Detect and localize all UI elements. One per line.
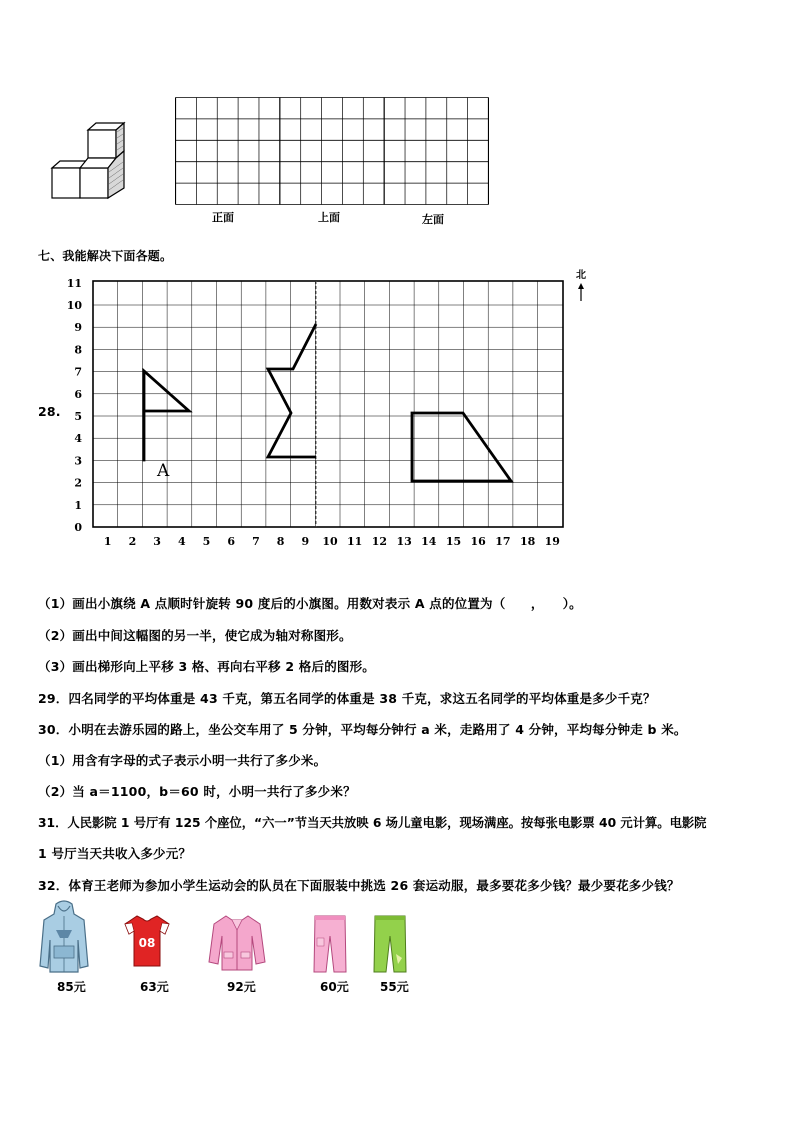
flag-shape bbox=[144, 371, 189, 460]
svg-text:08: 08 bbox=[138, 936, 156, 950]
question-31-line2: 1 号厅当天共收入多少元？ bbox=[38, 846, 192, 861]
q30-sub2: （2）当 a＝1100，b＝60 时，小明一共行了多少米？ bbox=[38, 784, 356, 799]
y-tick-label: 4 bbox=[74, 432, 82, 446]
y-tick-label: 7 bbox=[74, 365, 82, 379]
view-grid bbox=[175, 97, 489, 205]
x-tick-label: 11 bbox=[347, 535, 363, 548]
x-tick-label: 10 bbox=[322, 535, 338, 548]
point-a-label: A bbox=[157, 461, 170, 481]
x-tick-label: 3 bbox=[153, 535, 161, 548]
north-indicator bbox=[571, 270, 591, 301]
y-tick-label: 6 bbox=[74, 387, 82, 401]
question-31-line1: 31．人民影院 1 号厅有 125 个座位，“六一”节当天共放映 6 场儿童电影，现场满座。按每张电影票 40 元计算。电影院 bbox=[38, 816, 707, 830]
pink-pants-image bbox=[312, 914, 348, 974]
x-tick-label: 2 bbox=[128, 535, 137, 548]
hoodie-price: 85元 bbox=[57, 980, 86, 994]
y-tick-label: 2 bbox=[74, 476, 82, 490]
y-tick-label: 3 bbox=[74, 454, 82, 468]
trapezoid-shape bbox=[412, 413, 511, 481]
q28-sub3: （3）画出梯形向上平移 3 格、再向右平移 2 格后的图形。 bbox=[38, 659, 376, 674]
cube-figure bbox=[50, 120, 130, 202]
x-tick-label: 16 bbox=[470, 535, 486, 548]
y-tick-label: 8 bbox=[74, 343, 82, 357]
tshirt-price: 63元 bbox=[140, 980, 169, 994]
x-tick-label: 1 bbox=[103, 535, 112, 548]
front-view-label: 正面 bbox=[212, 211, 234, 224]
half-shape bbox=[268, 324, 316, 457]
question-28-number: 28. bbox=[38, 404, 61, 419]
x-tick-label: 8 bbox=[276, 535, 285, 548]
tshirt-image bbox=[123, 914, 171, 968]
pink-pants-price: 60元 bbox=[320, 980, 349, 994]
x-tick-label: 6 bbox=[227, 535, 236, 548]
x-tick-label: 13 bbox=[396, 535, 412, 548]
coordinate-grid bbox=[60, 265, 600, 550]
y-tick-label: 9 bbox=[74, 321, 82, 335]
green-pants-price: 55元 bbox=[380, 980, 409, 994]
x-tick-label: 19 bbox=[544, 535, 560, 548]
x-tick-label: 7 bbox=[252, 535, 260, 548]
x-tick-label: 18 bbox=[519, 535, 536, 548]
q28-sub1: （1）画出小旗绕 A 点顺时针旋转 90 度后的小旗图。用数对表示 A 点的位置为（ ， ）。 bbox=[38, 596, 582, 611]
x-tick-label: 15 bbox=[445, 535, 462, 548]
hoodie-image bbox=[38, 900, 90, 976]
q28-sub2: （2）画出中间这幅图的另一半，使它成为轴对称图形。 bbox=[38, 628, 352, 643]
x-tick-label: 12 bbox=[371, 535, 388, 548]
y-tick-label: 11 bbox=[66, 276, 82, 290]
pink-jacket-price: 92元 bbox=[227, 980, 256, 994]
north-label: 北 bbox=[576, 270, 586, 281]
section-title: 七、我能解决下面各题。 bbox=[38, 249, 173, 263]
top-view-label: 上面 bbox=[318, 211, 340, 224]
question-32: 32．体育王老师为参加小学生运动会的队员在下面服装中挑选 26 套运动服，最多要花多少钱？最少要花多少钱？ bbox=[38, 878, 680, 893]
pink-jacket-image bbox=[208, 914, 266, 972]
x-tick-label: 9 bbox=[301, 535, 310, 548]
green-pants-image bbox=[372, 914, 408, 974]
x-tick-label: 17 bbox=[495, 535, 511, 548]
y-tick-label: 1 bbox=[74, 498, 82, 512]
north-arrow-icon bbox=[576, 283, 586, 301]
left-view-label: 左面 bbox=[422, 213, 444, 226]
q30-sub1: （1）用含有字母的式子表示小明一共行了多少米。 bbox=[38, 753, 327, 768]
question-30: 30．小明在去游乐园的路上，坐公交车用了 5 分钟，平均每分钟行 a 米，走路用了 4 分钟，平均每分钟走 b 米。 bbox=[38, 722, 687, 737]
y-tick-label: 10 bbox=[66, 299, 82, 312]
x-tick-label: 4 bbox=[177, 535, 186, 548]
y-tick-label: 0 bbox=[74, 521, 82, 534]
x-tick-label: 5 bbox=[202, 535, 211, 548]
x-tick-label: 14 bbox=[421, 535, 437, 548]
question-29: 29．四名同学的平均体重是 43 千克，第五名同学的体重是 38 千克，求这五名同学的平均体重是多少千克？ bbox=[38, 691, 656, 706]
y-tick-label: 5 bbox=[74, 410, 82, 423]
